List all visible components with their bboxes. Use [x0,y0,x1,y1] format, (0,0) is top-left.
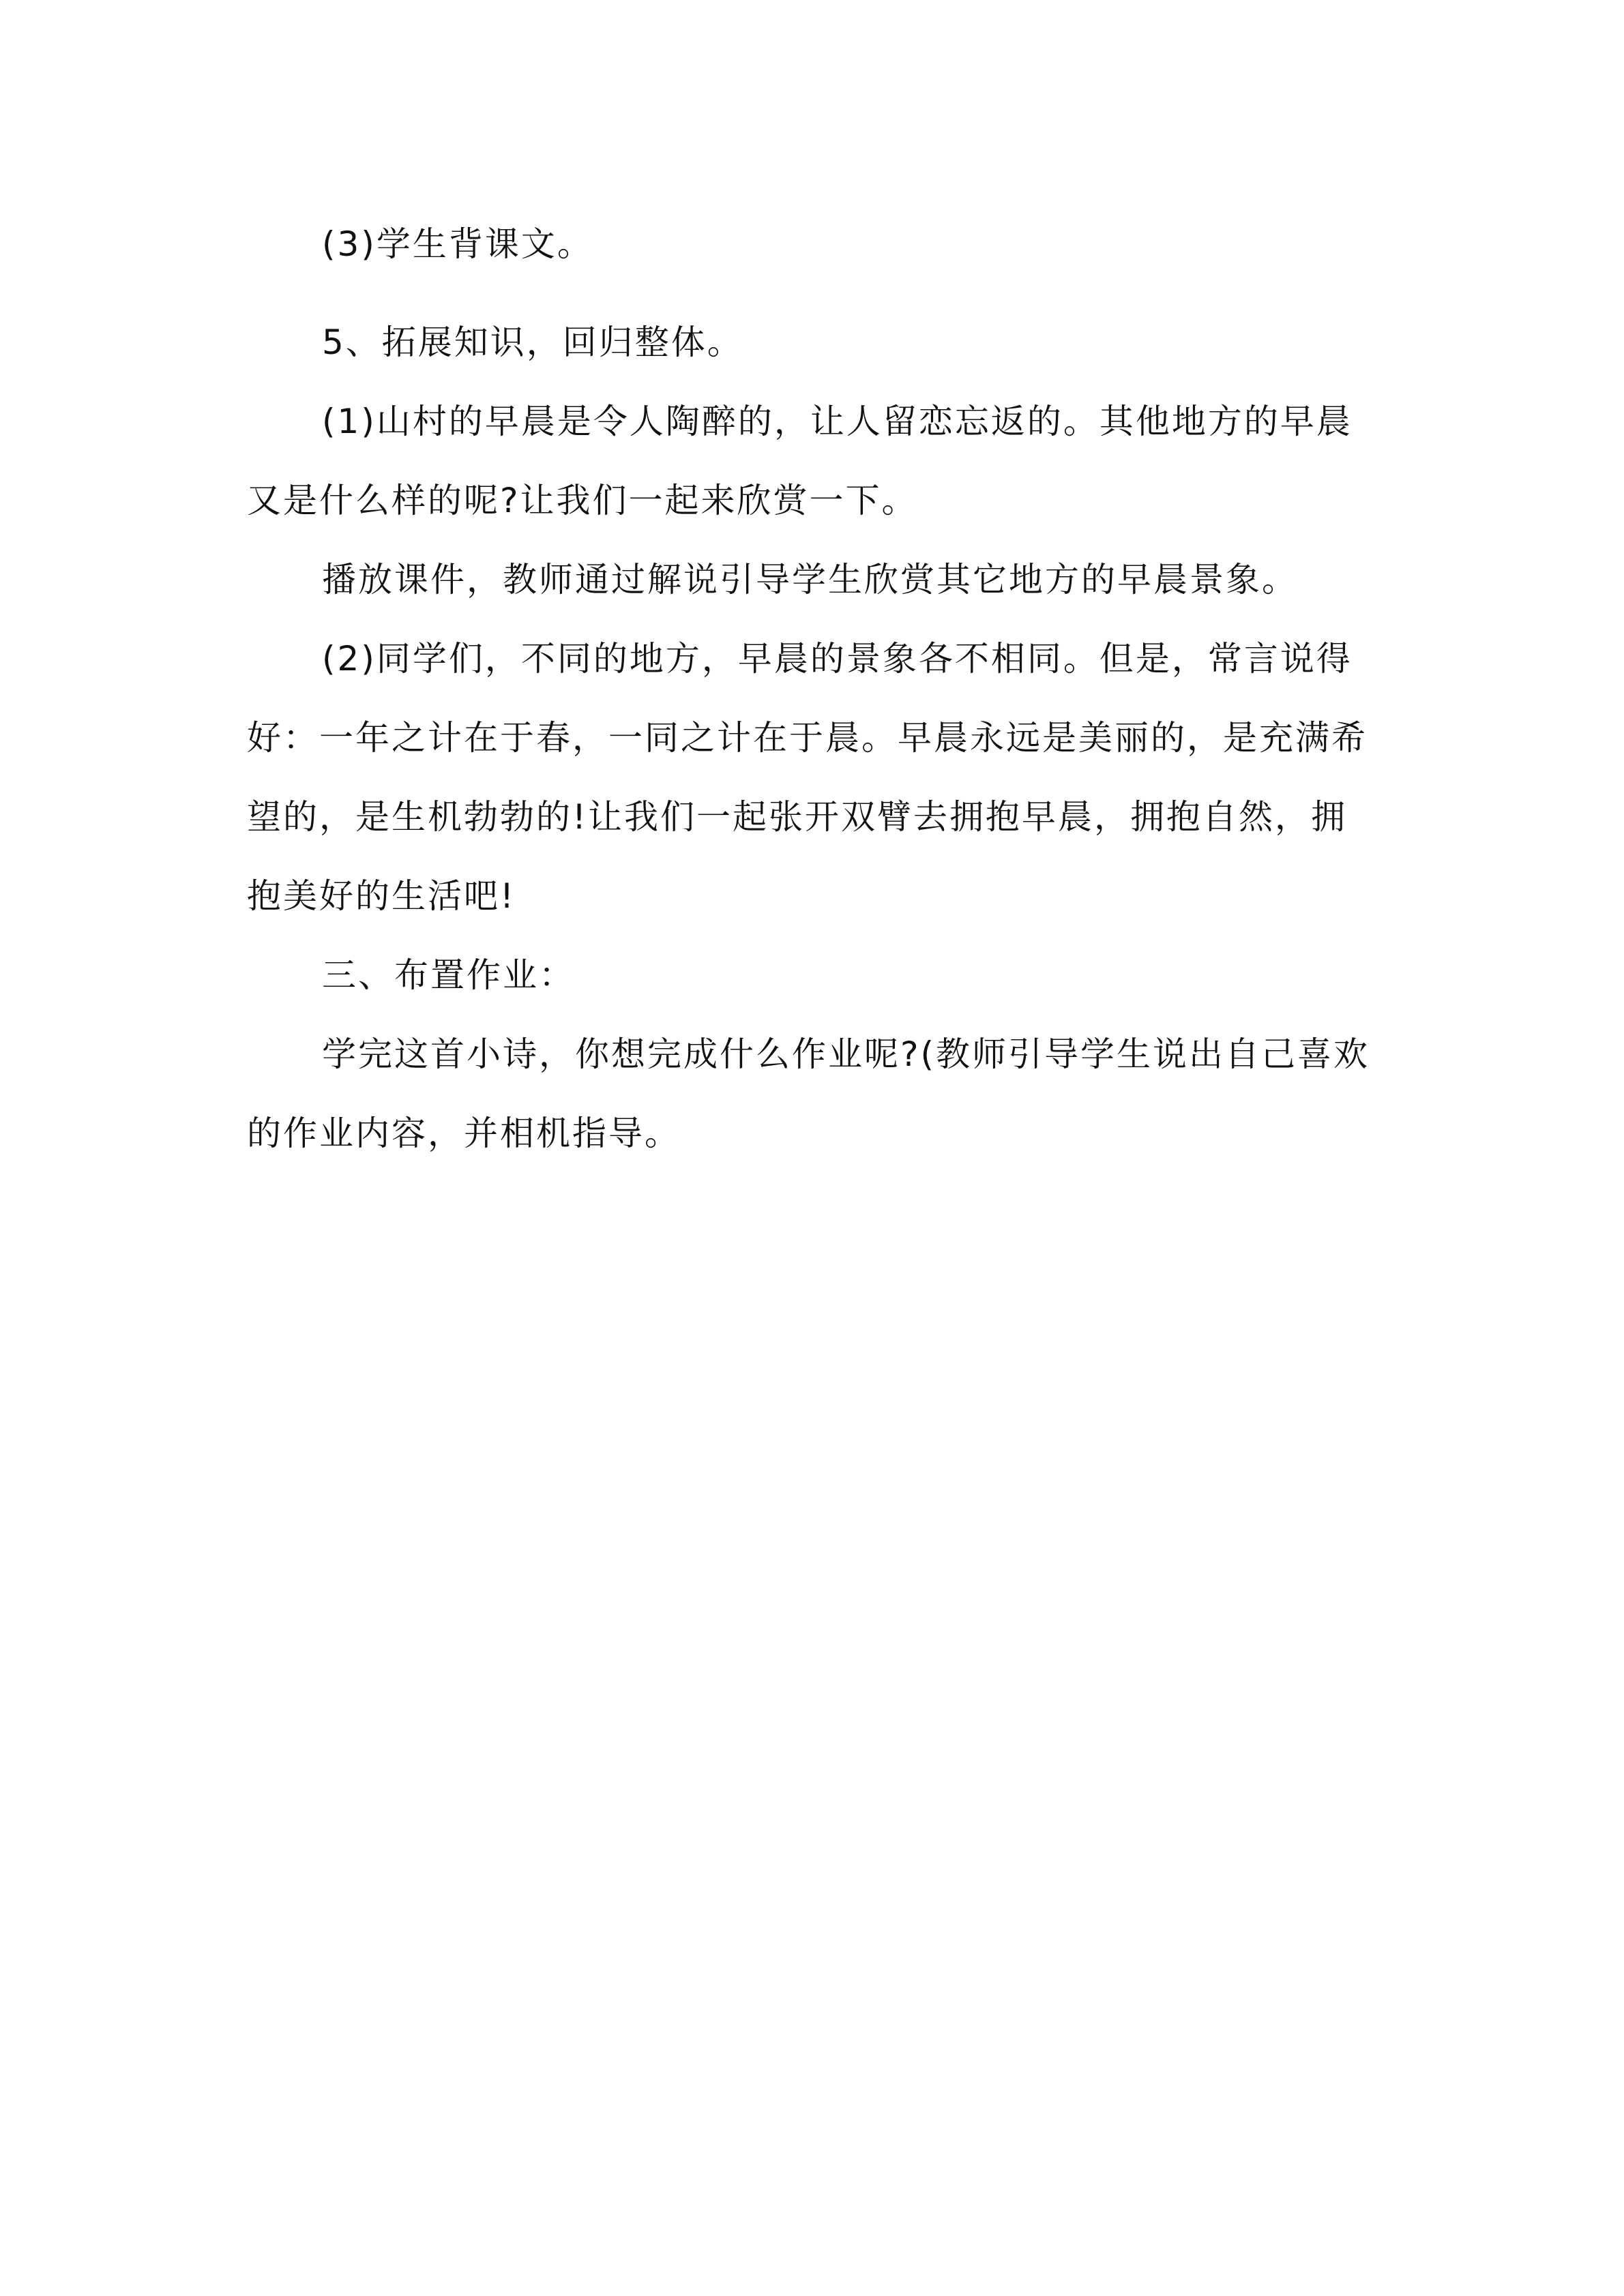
paragraph-different-places: (2)同学们，不同的地方，早晨的景象各不相同。但是，常言说得好：一年之计在于春，一同之计在于晨。早晨永远是美丽的，是充满希望的，是生机勃勃的!让我们一起张开双臂去拥抱早晨，拥抱自然，拥抱美好的生活吧! [247,639,1368,916]
document-body [247,205,1379,1173]
paragraph-homework-heading: 三、布置作业： [322,955,575,995]
paragraph-section-5-heading: 5、拓展知识，回归整体。 [322,323,743,362]
paragraph-mountain-morning: (1)山村的早晨是令人陶醉的，让人留恋忘返的。其他地方的早晨又是什么样的呢?让我们一起来欣赏一下。 [247,402,1353,520]
paragraph-recite-text: (3)学生背课文。 [322,224,593,264]
paragraph-homework-content: 学完这首小诗，你想完成什么作业呢?(教师引导学生说出自己喜欢的作业内容，并相机指导。 [247,1034,1370,1153]
paragraph-play-courseware: 播放课件，教师通过解说引导学生欣赏其它地方的早晨景象。 [322,560,1298,599]
